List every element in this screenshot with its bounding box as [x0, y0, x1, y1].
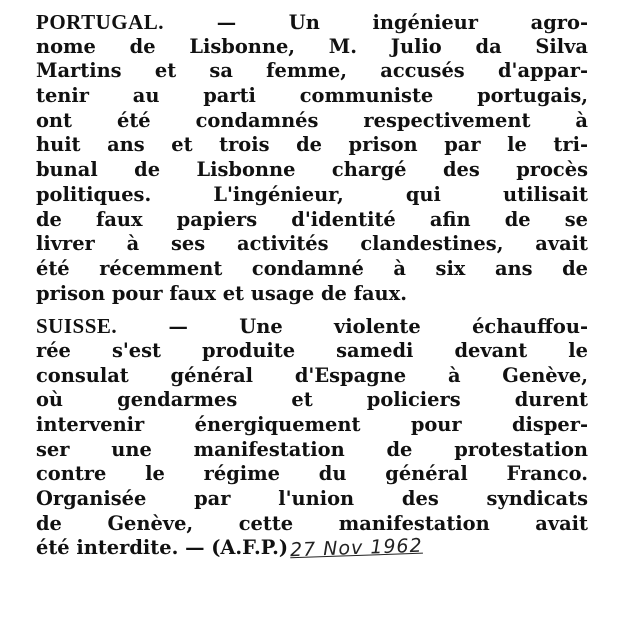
text-line: consulat général d'Espagne à Genève,	[36, 363, 588, 387]
text-line	[36, 314, 588, 339]
text-line: où gendarmes et policiers durent	[36, 388, 588, 412]
text-run: — Un ingénieur agro-	[164, 11, 588, 34]
text-line: huit ans et trois de prison par le tri-	[36, 133, 588, 157]
text-line: de faux papiers d'identité afin de se	[36, 207, 588, 231]
text-line: tenir au parti communiste portugais,	[36, 84, 588, 108]
text-line: de Genève, cette manifestation avait	[36, 511, 588, 535]
text-line	[36, 10, 588, 35]
text-run: — Une violente échauffou-	[117, 315, 588, 339]
paragraph-portugal	[36, 10, 588, 306]
paragraph-keyword: SUISSE.	[36, 314, 118, 339]
text-run: été interdite. — (A.F.P.)	[36, 536, 289, 560]
text-line: ser une manifestation de protestation	[36, 437, 588, 461]
text-line: ont été condamnés respectivement à	[36, 108, 588, 132]
text-line: nome de Lisbonne, M. Julio da Silva	[36, 34, 588, 58]
text-line: politiques. L'ingénieur, qui utilisait	[36, 182, 588, 206]
text-line: rée s'est produite samedi devant le	[36, 338, 588, 362]
text-line: bunal de Lisbonne chargé des procès	[36, 158, 588, 182]
text-line: contre le régime du général Franco.	[36, 462, 588, 486]
newspaper-clipping	[36, 10, 588, 561]
text-line: Organisée par l'union des syndicats	[36, 487, 588, 511]
text-line: Martins et sa femme, accusés d'appar-	[36, 59, 588, 83]
text-line: prison pour faux et usage de faux.	[36, 281, 407, 305]
paragraph-keyword: PORTUGAL.	[36, 10, 165, 34]
text-line: intervenir énergiquement pour disper-	[36, 413, 588, 436]
text-line: livrer à ses activités clandestines, avait	[36, 232, 588, 256]
paragraph-suisse	[36, 314, 588, 561]
text-line: été récemment condamné à six ans de	[36, 256, 588, 280]
paragraph-gap	[36, 306, 588, 314]
handwritten-date: 27 Nov 1962	[289, 535, 424, 562]
text-line	[36, 536, 588, 561]
